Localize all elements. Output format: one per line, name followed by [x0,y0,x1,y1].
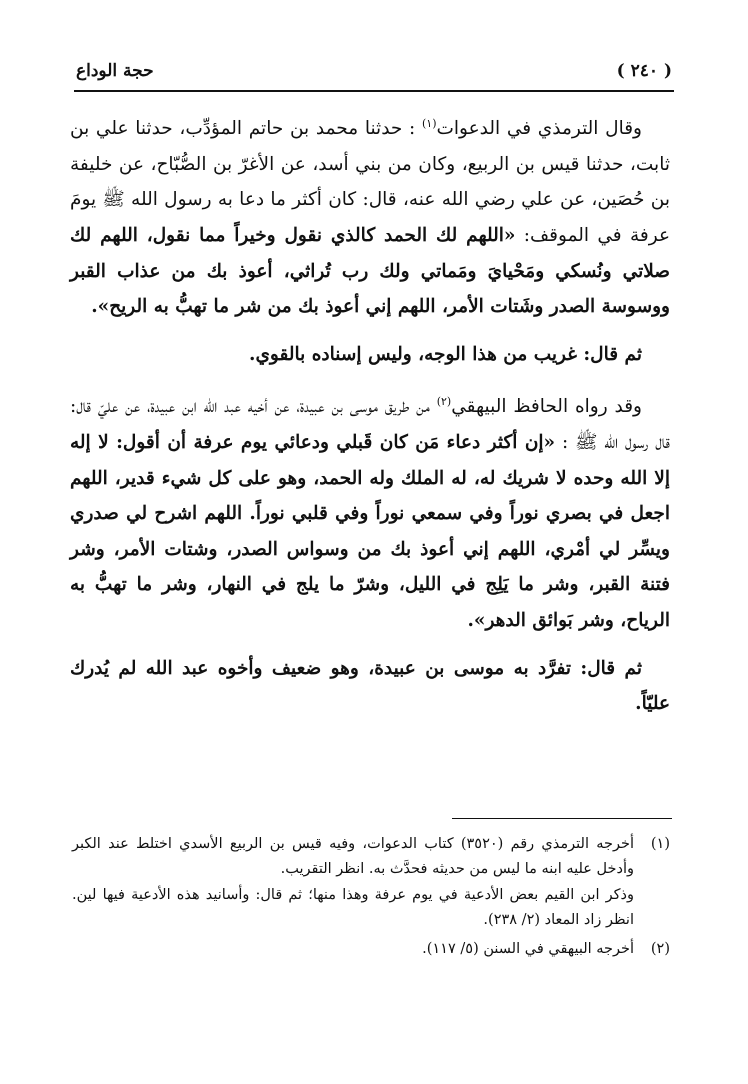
paragraph-weakness: ثم قال: تفرَّد به موسى بن عبيدة، وهو ضعيف وأخوه عبد الله لم يُدرك عليّاً. [70,657,670,715]
footnote-divider [452,818,672,819]
main-text [70,106,670,734]
footnote-item [72,937,670,962]
running-title: حجة الوداع [76,61,154,81]
page-header [76,56,672,86]
footnote-number: (١) [650,836,670,852]
hadith-quote: «إن أكثر دعاء مَن كان قَبلي ودعائي يوم عرفة أن أقول: لا إله إلا الله وحده لا شريك له، له الملك وله الحمد، وهو على كل شيء قدير، اللهم اجعل في بصري نوراً وفي سمعي نوراً وفي قلبي نوراً. اللهم اشرح لي صدري ويسِّر لي أمْري، اللهم إني أعوذ بك من وسواس الصدر، وشتات الأمر، وشر فتنة القبر، وشر ما يَلِج في الليل، وشرّ ما يلج في النهار، وشر ما تهبُّ به الرياح، وشر بَوائق الدهر». [70,432,670,632]
footnote-text: وذكر ابن القيم بعض الأدعية في يوم عرفة وهذا منها؛ ثم قال: وأسانيد هذه الأدعية فيها لين. انظر زاد المعاد (٢/ ٢٣٨). [72,886,634,929]
header-divider [74,90,674,92]
footnote-text: أخرجه الترمذي رقم (٣٥٢٠) كتاب الدعوات، وفيه قيس بن الربيع الأسدي اختلط عند الكبر وأدخل عليه ابنه ما ليس من حديثه فحدَّث به. انظر التقريب. [72,836,634,878]
hadith-quote: «اللهم لك الحمد كالذي نقول وخيراً مما نقول، اللهم لك صلاتي ونُسكي ومَحْيايَ ومَماتي ولك رب تُراثي، أعوذ بك من عذاب القبر ووسوسة الصدر وشَتات الأمر، اللهم إني أعوذ بك من شر ما تهبُّ به الريح». [70,224,670,318]
footnote-item [72,832,670,934]
paragraph-tirmidhi [70,106,670,325]
footnote-number: (٢) [650,940,670,957]
paragraph-intro: وقد رواه الحافظ البيهقي [451,396,642,418]
footnote-ref: (٢) [436,395,452,409]
isnad-text: : حدثنا محمد بن حاتم المؤدِّب، حدثنا علي بن ثابت، حدثنا قيس بن الربيع، وكان من بني أسد، عن الأغرّ بن الصُّبّاح، عن خليفة بن حُصَين، عن علي رضي الله عنه، قال: كان أكثر ما دعا به رسول الله ﷺ يومَ عرفة في الموقف: [70,118,670,246]
paragraph-grading: ثم قال: غريب من هذا الوجه، وليس إسناده بالقوي. [249,343,642,365]
paragraph-intro: وقال الترمذي في الدعوات [436,118,642,140]
footnote-text: أخرجه البيهقي في السنن (٥/ ١١٧). [422,940,634,957]
page-number: ( ٢٤٠ ) [616,61,672,81]
paragraph-bayhaqi [70,384,670,638]
footnote-ref: (١) [421,117,437,130]
footnotes [72,832,670,965]
isnad-text: من طريق موسى بن عبيدة، عن أخيه عبد الله ابن عبيدة، عن عليّ قال: قال رسول الله ﷺ : [70,396,670,454]
